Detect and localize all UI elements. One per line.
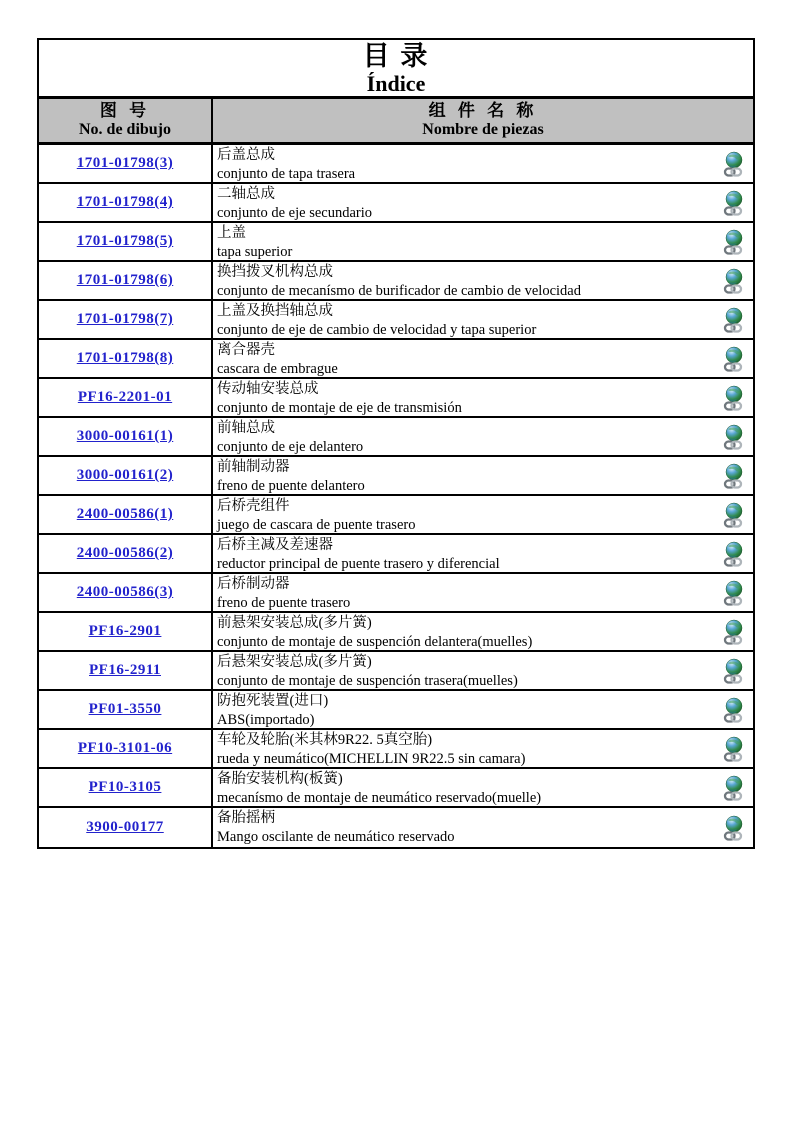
table-row bbox=[39, 457, 753, 496]
column-header-part-name bbox=[213, 99, 753, 142]
part-name-cell bbox=[213, 808, 753, 847]
table-row bbox=[39, 613, 753, 652]
column-header-part-name-cn: 组 件 名 称 bbox=[428, 101, 538, 120]
part-name-es: conjunto de tapa trasera bbox=[217, 166, 356, 182]
drawing-number-cell bbox=[39, 535, 213, 572]
part-name-cn: 备胎摇柄 bbox=[217, 810, 275, 826]
hyperlink-globe-icon[interactable] bbox=[722, 502, 744, 528]
index-table bbox=[37, 38, 755, 849]
part-name-cell bbox=[213, 223, 753, 260]
part-name-cell bbox=[213, 535, 753, 572]
page-title-cn: 目 录 bbox=[362, 40, 430, 71]
part-name-cn: 前轴总成 bbox=[217, 420, 275, 436]
column-header-drawing-number-cn: 图 号 bbox=[99, 101, 151, 120]
table-row bbox=[39, 535, 753, 574]
part-name-es: rueda y neumático(MICHELLIN 9R22.5 sin camara) bbox=[217, 751, 526, 767]
table-header-row bbox=[39, 96, 753, 145]
drawing-number-link[interactable]: 1701-01798(4) bbox=[76, 194, 174, 210]
drawing-number-cell bbox=[39, 223, 213, 260]
table-row bbox=[39, 379, 753, 418]
drawing-number-cell bbox=[39, 418, 213, 455]
drawing-number-link[interactable]: 1701-01798(6) bbox=[76, 272, 174, 288]
table-row bbox=[39, 691, 753, 730]
hyperlink-globe-icon[interactable] bbox=[722, 346, 744, 372]
table-row bbox=[39, 340, 753, 379]
table-row bbox=[39, 145, 753, 184]
part-name-cell bbox=[213, 340, 753, 377]
drawing-number-cell bbox=[39, 691, 213, 728]
hyperlink-globe-icon[interactable] bbox=[722, 229, 744, 255]
part-name-cn: 离合器壳 bbox=[217, 342, 275, 358]
drawing-number-cell bbox=[39, 340, 213, 377]
part-name-es: reductor principal de puente trasero y diferencial bbox=[217, 556, 500, 572]
drawing-number-link[interactable]: PF16-2901 bbox=[88, 623, 162, 639]
hyperlink-globe-icon[interactable] bbox=[722, 190, 744, 216]
part-name-es: freno de puente trasero bbox=[217, 595, 351, 611]
part-name-cell bbox=[213, 730, 753, 767]
column-header-drawing-number-es: No. de dibujo bbox=[78, 121, 172, 138]
part-name-es: Mango oscilante de neumático reservado bbox=[217, 829, 455, 845]
drawing-number-cell bbox=[39, 145, 213, 182]
part-name-cn: 二轴总成 bbox=[217, 186, 275, 202]
drawing-number-cell bbox=[39, 262, 213, 299]
table-row bbox=[39, 262, 753, 301]
drawing-number-link[interactable]: 2400-00586(1) bbox=[76, 506, 174, 522]
part-name-cn: 后悬架安装总成(多片簧) bbox=[217, 654, 372, 670]
table-row bbox=[39, 730, 753, 769]
part-name-cell bbox=[213, 418, 753, 455]
part-name-cell bbox=[213, 379, 753, 416]
part-name-es: conjunto de montaje de suspención delantera(muelles) bbox=[217, 634, 533, 650]
hyperlink-globe-icon[interactable] bbox=[722, 385, 744, 411]
part-name-cn: 前悬架安装总成(多片簧) bbox=[217, 615, 372, 631]
drawing-number-link[interactable]: PF10-3105 bbox=[88, 779, 162, 795]
hyperlink-globe-icon[interactable] bbox=[722, 815, 744, 841]
drawing-number-link[interactable]: 1701-01798(7) bbox=[76, 311, 174, 327]
part-name-cn: 前轴制动器 bbox=[217, 459, 290, 475]
drawing-number-cell bbox=[39, 769, 213, 806]
hyperlink-globe-icon[interactable] bbox=[722, 463, 744, 489]
column-header-drawing-number bbox=[39, 99, 213, 142]
part-name-cell bbox=[213, 769, 753, 806]
table-row bbox=[39, 652, 753, 691]
drawing-number-cell bbox=[39, 574, 213, 611]
part-name-cell bbox=[213, 574, 753, 611]
part-name-es: conjunto de eje secundario bbox=[217, 205, 373, 221]
part-name-cell bbox=[213, 652, 753, 689]
part-name-cell bbox=[213, 496, 753, 533]
hyperlink-globe-icon[interactable] bbox=[722, 424, 744, 450]
part-name-cell bbox=[213, 457, 753, 494]
drawing-number-cell bbox=[39, 379, 213, 416]
drawing-number-cell bbox=[39, 613, 213, 650]
drawing-number-link[interactable]: 2400-00586(2) bbox=[76, 545, 174, 561]
hyperlink-globe-icon[interactable] bbox=[722, 268, 744, 294]
part-name-cell bbox=[213, 691, 753, 728]
page-title-es: Índice bbox=[366, 70, 426, 96]
column-header-part-name-es: Nombre de piezas bbox=[422, 121, 544, 138]
drawing-number-link[interactable]: 3900-00177 bbox=[86, 819, 164, 835]
drawing-number-link[interactable]: PF01-3550 bbox=[88, 701, 162, 717]
drawing-number-link[interactable]: 3000-00161(2) bbox=[76, 467, 174, 483]
part-name-cn: 上盖 bbox=[217, 225, 246, 241]
hyperlink-globe-icon[interactable] bbox=[722, 619, 744, 645]
part-name-es: conjunto de eje delantero bbox=[217, 439, 364, 455]
hyperlink-globe-icon[interactable] bbox=[722, 736, 744, 762]
drawing-number-link[interactable]: 2400-00586(3) bbox=[76, 584, 174, 600]
part-name-es: juego de cascara de puente trasero bbox=[217, 517, 416, 533]
table-row bbox=[39, 301, 753, 340]
hyperlink-globe-icon[interactable] bbox=[722, 775, 744, 801]
part-name-cn: 换挡拨叉机构总成 bbox=[217, 264, 333, 280]
hyperlink-globe-icon[interactable] bbox=[722, 151, 744, 177]
part-name-cn: 防抱死装置(进口) bbox=[217, 693, 329, 709]
index-table-body bbox=[39, 145, 753, 847]
hyperlink-globe-icon[interactable] bbox=[722, 697, 744, 723]
hyperlink-globe-icon[interactable] bbox=[722, 580, 744, 606]
drawing-number-link[interactable]: 1701-01798(3) bbox=[76, 155, 174, 171]
hyperlink-globe-icon[interactable] bbox=[722, 658, 744, 684]
part-name-cell bbox=[213, 184, 753, 221]
drawing-number-cell bbox=[39, 496, 213, 533]
drawing-number-cell bbox=[39, 301, 213, 338]
part-name-cn: 后盖总成 bbox=[217, 147, 275, 163]
drawing-number-cell bbox=[39, 730, 213, 767]
part-name-cn: 后桥制动器 bbox=[217, 576, 290, 592]
part-name-cn: 车轮及轮胎(米其林9R22. 5真空胎) bbox=[217, 732, 433, 748]
table-row bbox=[39, 418, 753, 457]
hyperlink-globe-icon[interactable] bbox=[722, 307, 744, 333]
drawing-number-cell bbox=[39, 457, 213, 494]
part-name-cn: 上盖及换挡轴总成 bbox=[217, 303, 333, 319]
part-name-cn: 后桥壳组件 bbox=[217, 498, 290, 514]
part-name-cn: 传动轴安装总成 bbox=[217, 381, 319, 397]
part-name-es: conjunto de montaje de eje de transmisión bbox=[217, 400, 462, 416]
page-title bbox=[39, 40, 753, 96]
part-name-cell bbox=[213, 145, 753, 182]
part-name-es: conjunto de eje de cambio de velocidad y tapa superior bbox=[217, 322, 537, 338]
table-row bbox=[39, 223, 753, 262]
drawing-number-cell bbox=[39, 184, 213, 221]
table-row bbox=[39, 808, 753, 847]
part-name-es: freno de puente delantero bbox=[217, 478, 365, 494]
drawing-number-cell bbox=[39, 652, 213, 689]
part-name-es: tapa superior bbox=[217, 244, 293, 260]
drawing-number-link[interactable]: 1701-01798(8) bbox=[76, 350, 174, 366]
table-row bbox=[39, 574, 753, 613]
drawing-number-link[interactable]: 1701-01798(5) bbox=[76, 233, 174, 249]
table-row bbox=[39, 496, 753, 535]
table-row bbox=[39, 184, 753, 223]
part-name-es: conjunto de mecanísmo de burificador de cambio de velocidad bbox=[217, 283, 581, 299]
part-name-cell bbox=[213, 613, 753, 650]
part-name-es: cascara de embrague bbox=[217, 361, 338, 377]
hyperlink-globe-icon[interactable] bbox=[722, 541, 744, 567]
drawing-number-link[interactable]: PF16-2201-01 bbox=[77, 389, 173, 405]
drawing-number-cell bbox=[39, 808, 213, 847]
part-name-es: conjunto de montaje de suspención trasera(muelles) bbox=[217, 673, 518, 689]
part-name-es: mecanísmo de montaje de neumático reservado(muelle) bbox=[217, 790, 542, 806]
part-name-cn: 备胎安装机构(板簧) bbox=[217, 771, 343, 787]
part-name-cell bbox=[213, 301, 753, 338]
drawing-number-link[interactable]: PF16-2911 bbox=[89, 662, 161, 678]
part-name-cn: 后桥主减及差速器 bbox=[217, 537, 333, 553]
drawing-number-link[interactable]: PF10-3101-06 bbox=[77, 740, 173, 756]
part-name-cell bbox=[213, 262, 753, 299]
drawing-number-link[interactable]: 3000-00161(1) bbox=[76, 428, 174, 444]
part-name-es: ABS(importado) bbox=[217, 712, 315, 728]
table-row bbox=[39, 769, 753, 808]
